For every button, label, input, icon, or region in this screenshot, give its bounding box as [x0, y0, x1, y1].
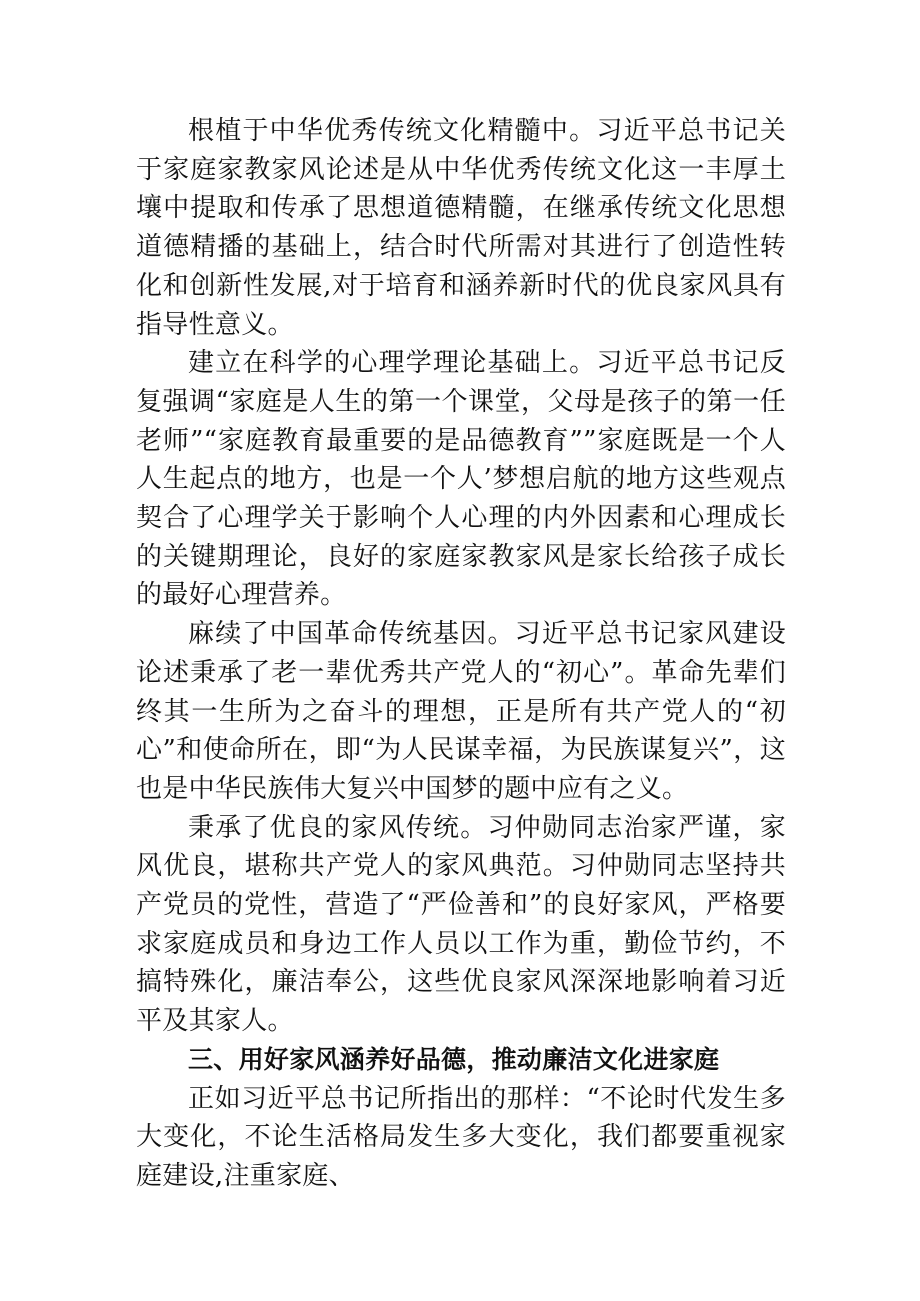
paragraph-revolutionary-genes: 麻续了中国革命传统基因。习近平总书记家风建设论述秉承了老一辈优秀共产党人的“初心”。革命先辈们终其一生所为之奋斗的理想，正是所有共产党人的“初心”和使命所在，即“为人民谋幸福，为民族谋复兴”，这也是中华民族伟大复兴中国梦的题中应有之义。	[136, 619, 786, 804]
paragraph-family-tradition: 秉承了优良的家风传统。习仲勋同志治家严谨，家风优良，堪称共产党人的家风典范。习仲勋同志坚持共产党员的党性，营造了“严俭善和”的良好家风，严格要求家庭成员和身边工作人员以工作为重，勤俭节约，不搞特殊化，廉洁奉公，这些优良家风深深地影响着习近平及其家人。	[136, 812, 786, 1037]
paragraph-closing-quote: 正如习近平总书记所指出的那样：“不论时代发生多大变化，不论生活格局发生多大变化，我们都要重视家庭建设,注重家庭、	[136, 1083, 786, 1191]
section-heading: 三、用好家风涵养好品德，推动廉洁文化进家庭	[188, 1044, 720, 1074]
paragraph-psychology-basis: 建立在科学的心理学理论基础上。习近平总书记反复强调“家庭是人生的第一个课堂，父母是孩子的第一任老师”“家庭教育最重要的是品德教育””家庭既是一个人人生起点的地方，也是一个人’梦想启航的地方这些观点契合了心理学关于影响个人心理的内外因素和心理成长的关键期理论，良好的家庭家教家风是家长给孩子成长的最好心理营养。	[136, 348, 786, 611]
paragraph-cultural-roots: 根植于中华优秀传统文化精髓中。习近平总书记关于家庭家教家风论述是从中华优秀传统文化这一丰厚土壤中提取和传承了思想道德精髓，在继承传统文化思想道德精播的基础上，结合时代所需对其进行了创造性转化和创新性发展,对于培育和涵养新时代的优良家风具有指导性意义。	[136, 116, 786, 340]
document-body	[136, 112, 786, 1196]
